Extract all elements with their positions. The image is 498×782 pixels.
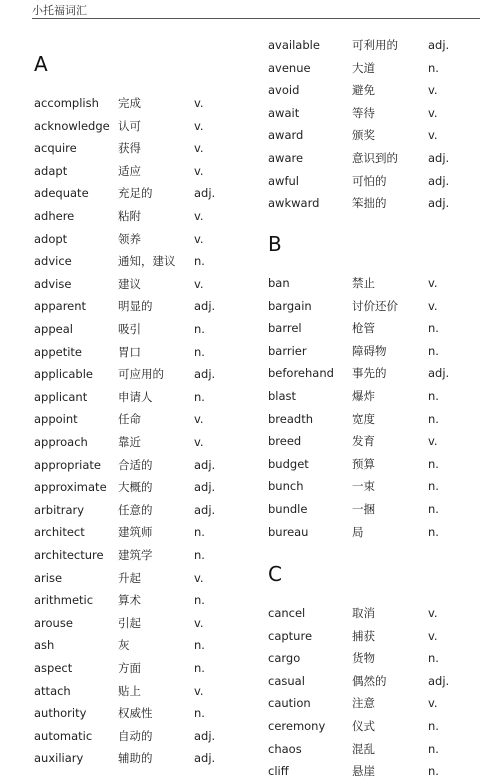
- vocab-part-of-speech: v.: [428, 83, 438, 98]
- vocab-part-of-speech: n.: [194, 322, 205, 336]
- vocab-part-of-speech: v.: [428, 628, 438, 643]
- vocab-meaning: 适应: [118, 163, 141, 178]
- vocab-word: ash: [34, 638, 55, 653]
- vocab-meaning: 等待: [352, 105, 375, 120]
- vocab-meaning: 可怕的: [352, 173, 387, 188]
- vocab-meaning: 胃口: [118, 344, 141, 359]
- vocab-part-of-speech: v.: [194, 141, 204, 156]
- vocab-part-of-speech: v.: [194, 163, 204, 178]
- vocab-word: adhere: [34, 209, 75, 223]
- vocab-word: advise: [34, 276, 72, 291]
- vocab-word: budget: [268, 456, 309, 471]
- vocab-part-of-speech: adj.: [194, 186, 216, 201]
- vocab-meaning: 局: [352, 524, 364, 539]
- vocab-word: arbitrary: [34, 502, 85, 517]
- document-header-title: 小托福词汇: [32, 4, 87, 17]
- vocab-meaning: 灰: [118, 638, 130, 653]
- vocab-part-of-speech: n.: [428, 764, 439, 779]
- vocab-part-of-speech: n.: [428, 343, 439, 358]
- vocab-word: bargain: [268, 298, 312, 313]
- vocab-meaning: 大道: [352, 60, 375, 75]
- vocab-meaning: 建议: [118, 276, 141, 291]
- vocab-part-of-speech: n.: [428, 456, 439, 471]
- vocab-meaning: 可利用的: [352, 38, 398, 52]
- vocab-part-of-speech: v.: [428, 606, 438, 620]
- vocab-meaning: 明显的: [118, 299, 153, 314]
- vocab-meaning: 通知，建议: [118, 254, 176, 269]
- vocab-word: bunch: [268, 479, 304, 494]
- vocab-word: appeal: [34, 322, 73, 336]
- vocab-word: aspect: [34, 661, 73, 675]
- vocab-word: ceremony: [268, 719, 326, 733]
- vocab-part-of-speech: n.: [194, 548, 205, 562]
- vocab-part-of-speech: v.: [194, 118, 204, 133]
- vocab-meaning: 合适的: [118, 457, 153, 472]
- vocab-part-of-speech: adj.: [428, 173, 450, 188]
- vocab-part-of-speech: adj.: [194, 751, 216, 766]
- vocab-part-of-speech: v.: [194, 412, 204, 427]
- vocab-word: auxiliary: [34, 751, 84, 766]
- vocab-part-of-speech: n.: [194, 706, 205, 721]
- vocab-meaning: 一捆: [352, 502, 375, 516]
- vocab-word: beforehand: [268, 366, 334, 381]
- vocab-part-of-speech: n.: [428, 389, 439, 403]
- vocab-word: available: [268, 38, 320, 52]
- vocab-meaning: 偶然的: [352, 673, 387, 688]
- vocab-part-of-speech: n.: [428, 411, 439, 426]
- vocab-meaning: 建筑学: [118, 548, 153, 562]
- vocab-word: appropriate: [34, 457, 102, 472]
- vocab-meaning: 权威性: [118, 706, 153, 721]
- vocab-part-of-speech: adj.: [428, 38, 450, 52]
- vocab-part-of-speech: adj.: [194, 728, 216, 743]
- vocab-meaning: 避免: [352, 83, 375, 98]
- vocab-part-of-speech: n.: [194, 389, 205, 404]
- vocab-part-of-speech: n.: [194, 661, 205, 675]
- vocab-part-of-speech: v.: [194, 276, 204, 291]
- vocab-part-of-speech: v.: [194, 209, 204, 223]
- vocab-part-of-speech: adj.: [428, 196, 450, 211]
- vocab-part-of-speech: v.: [194, 231, 204, 246]
- vocab-word: advice: [34, 254, 72, 269]
- vocab-part-of-speech: v.: [428, 696, 438, 711]
- vocab-word: await: [268, 105, 300, 120]
- vocab-meaning: 笨拙的: [352, 196, 387, 211]
- vocab-word: approach: [34, 435, 88, 449]
- vocab-word: arouse: [34, 615, 73, 630]
- vocab-meaning: 粘附: [118, 209, 141, 223]
- vocab-word: awful: [268, 173, 299, 188]
- vocab-meaning: 颁奖: [352, 128, 375, 143]
- vocab-meaning: 捕获: [352, 628, 375, 643]
- vocab-part-of-speech: n.: [428, 479, 439, 494]
- vocab-meaning: 靠近: [118, 435, 141, 449]
- vocab-word: accomplish: [34, 96, 99, 110]
- vocab-meaning: 引起: [118, 615, 141, 630]
- vocab-word: apparent: [34, 299, 87, 314]
- vocab-word: barrel: [268, 321, 302, 336]
- vocab-word: avoid: [268, 83, 300, 98]
- vocab-part-of-speech: v.: [428, 128, 438, 143]
- vocab-part-of-speech: adj.: [428, 673, 450, 688]
- vocab-word: arise: [34, 570, 63, 585]
- vocab-part-of-speech: v.: [428, 298, 438, 313]
- vocab-word: attach: [34, 683, 71, 698]
- vocab-word: cancel: [268, 606, 306, 620]
- vocab-word: avenue: [268, 60, 311, 75]
- vocab-meaning: 预算: [352, 456, 375, 471]
- vocab-part-of-speech: n.: [428, 651, 439, 666]
- vocab-word: breadth: [268, 411, 313, 426]
- vocab-meaning: 建筑师: [118, 525, 153, 540]
- vocab-word: acquire: [34, 141, 77, 156]
- vocab-part-of-speech: n.: [428, 502, 439, 516]
- vocab-meaning: 领养: [118, 231, 141, 246]
- vocab-meaning: 货物: [352, 651, 375, 666]
- vocab-part-of-speech: v.: [428, 105, 438, 120]
- vocab-word: automatic: [34, 728, 93, 743]
- vocab-word: applicant: [34, 389, 88, 404]
- vocab-word: acknowledge: [34, 118, 110, 133]
- vocab-part-of-speech: v.: [194, 96, 204, 110]
- vocab-part-of-speech: adj.: [428, 151, 450, 165]
- vocab-meaning: 可应用的: [118, 367, 164, 382]
- vocab-word: ban: [268, 276, 290, 290]
- vocab-meaning: 任命: [118, 412, 141, 427]
- vocab-part-of-speech: v.: [194, 570, 204, 585]
- vocab-meaning: 枪管: [352, 321, 375, 336]
- vocab-part-of-speech: n.: [428, 741, 439, 756]
- vocab-part-of-speech: v.: [194, 683, 204, 698]
- vocab-part-of-speech: adj.: [428, 366, 450, 381]
- vocab-word: applicable: [34, 367, 93, 382]
- vocab-part-of-speech: adj.: [194, 480, 216, 495]
- vocab-part-of-speech: v.: [194, 435, 204, 449]
- vocab-meaning: 事先的: [352, 366, 387, 381]
- section-letter-heading: A: [34, 52, 48, 76]
- vocab-word: bundle: [268, 502, 308, 516]
- vocab-meaning: 障碍物: [352, 343, 387, 358]
- vocab-meaning: 方面: [118, 661, 141, 675]
- vocab-meaning: 仪式: [352, 719, 375, 733]
- vocab-meaning: 贴上: [118, 683, 141, 698]
- vocab-part-of-speech: v.: [428, 434, 438, 449]
- vocab-part-of-speech: n.: [194, 254, 205, 269]
- vocab-meaning: 辅助的: [118, 751, 153, 766]
- vocab-part-of-speech: n.: [428, 524, 439, 539]
- vocab-word: award: [268, 128, 304, 143]
- vocab-part-of-speech: v.: [194, 615, 204, 630]
- vocab-meaning: 宽度: [352, 411, 375, 426]
- vocab-meaning: 获得: [118, 141, 141, 156]
- header-divider: [32, 18, 480, 19]
- vocab-meaning: 完成: [118, 96, 141, 110]
- vocab-word: capture: [268, 628, 313, 643]
- vocab-word: casual: [268, 673, 305, 688]
- vocab-word: adopt: [34, 231, 68, 246]
- vocab-part-of-speech: n.: [194, 525, 205, 540]
- vocab-meaning: 意识到的: [352, 151, 398, 165]
- vocab-word: authority: [34, 706, 87, 721]
- vocab-word: aware: [268, 151, 304, 165]
- vocab-meaning: 发育: [352, 434, 375, 449]
- vocab-word: awkward: [268, 196, 320, 211]
- vocab-meaning: 申请人: [118, 389, 153, 404]
- vocab-meaning: 一束: [352, 479, 375, 494]
- vocab-meaning: 任意的: [118, 502, 153, 517]
- vocab-meaning: 注意: [352, 696, 375, 711]
- vocab-word: architect: [34, 525, 85, 540]
- vocab-part-of-speech: n.: [194, 344, 205, 359]
- vocab-meaning: 认可: [118, 118, 141, 133]
- vocab-word: appetite: [34, 344, 83, 359]
- vocab-word: bureau: [268, 524, 309, 539]
- vocab-part-of-speech: v.: [428, 276, 438, 290]
- vocab-word: breed: [268, 434, 302, 449]
- section-letter-heading: C: [268, 562, 282, 586]
- vocab-part-of-speech: n.: [428, 719, 439, 733]
- vocab-meaning: 悬崖: [352, 764, 375, 779]
- vocab-part-of-speech: adj.: [194, 367, 216, 382]
- vocab-part-of-speech: adj.: [194, 457, 216, 472]
- vocab-meaning: 讨价还价: [352, 298, 398, 313]
- vocab-meaning: 取消: [352, 606, 375, 620]
- vocab-part-of-speech: adj.: [194, 299, 216, 314]
- vocab-part-of-speech: adj.: [194, 502, 216, 517]
- vocab-word: chaos: [268, 741, 302, 756]
- vocab-meaning: 充足的: [118, 186, 153, 201]
- vocab-meaning: 自动的: [118, 728, 153, 743]
- vocab-word: caution: [268, 696, 311, 711]
- vocab-word: cliff: [268, 764, 289, 779]
- vocab-meaning: 吸引: [118, 322, 141, 336]
- vocab-word: adapt: [34, 163, 68, 178]
- vocab-part-of-speech: n.: [428, 60, 439, 75]
- vocab-word: cargo: [268, 651, 301, 666]
- vocab-meaning: 算术: [118, 593, 141, 608]
- vocab-word: adequate: [34, 186, 89, 201]
- vocab-word: approximate: [34, 480, 107, 495]
- vocab-word: arithmetic: [34, 593, 94, 608]
- vocab-meaning: 混乱: [352, 741, 375, 756]
- vocab-word: appoint: [34, 412, 78, 427]
- vocab-word: blast: [268, 389, 297, 403]
- vocab-word: architecture: [34, 548, 104, 562]
- vocab-part-of-speech: n.: [428, 321, 439, 336]
- vocab-meaning: 禁止: [352, 276, 375, 290]
- section-letter-heading: B: [268, 232, 282, 256]
- vocab-part-of-speech: n.: [194, 638, 205, 653]
- vocab-meaning: 升起: [118, 570, 141, 585]
- vocab-meaning: 大概的: [118, 480, 153, 495]
- vocab-part-of-speech: n.: [194, 593, 205, 608]
- vocab-word: barrier: [268, 343, 307, 358]
- vocab-meaning: 爆炸: [352, 389, 375, 403]
